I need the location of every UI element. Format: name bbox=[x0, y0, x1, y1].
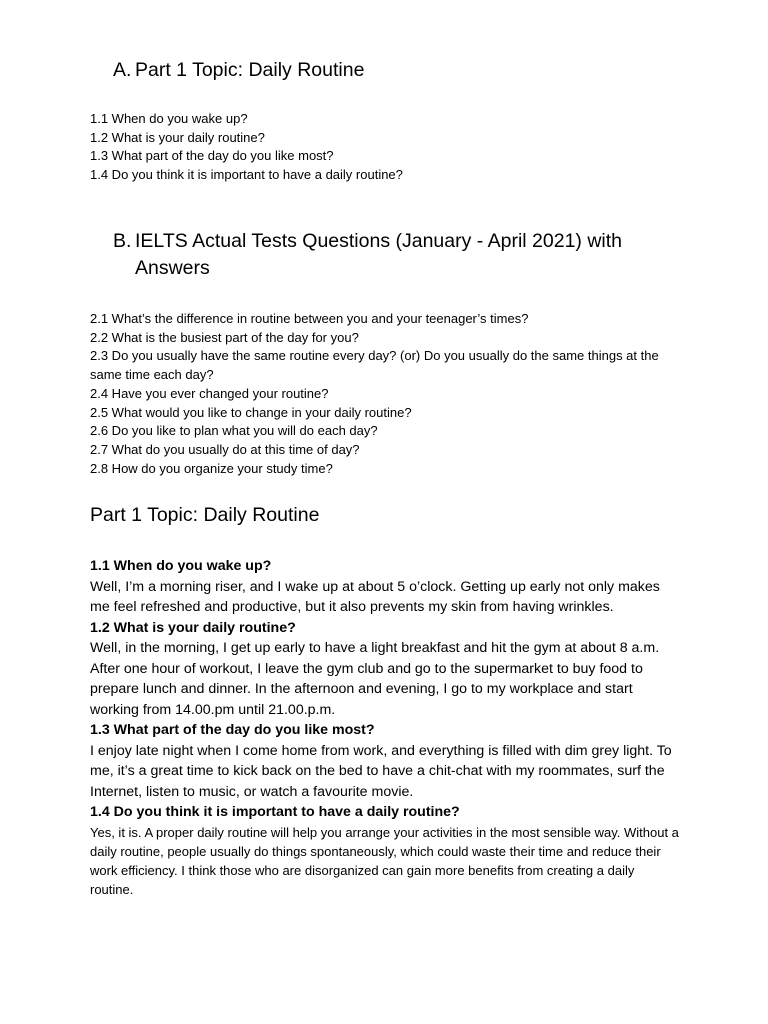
question-item: 2.7 What do you usually do at this time of day? bbox=[90, 441, 360, 457]
section-a-title: Part 1 Topic: Daily Routine bbox=[135, 59, 365, 81]
question-item: 2.6 Do you like to plan what you will do each day? bbox=[90, 423, 378, 439]
section-a-letter: A. bbox=[113, 59, 132, 81]
question-item: 2.5 What would you like to change in your daily routine? bbox=[90, 404, 412, 420]
question-item: 1.1 When do you wake up? bbox=[90, 111, 248, 126]
question-item: 1.3 What part of the day do you like most? bbox=[90, 148, 334, 164]
answer-question: 1.2 What is your daily routine? bbox=[90, 619, 296, 636]
answer-text: Yes, it is. A proper daily routine will help you arrange your activities in the most sensible way. Without a daily routine, people usually do things spontaneously, which could waste their time and reduce their work efficiency. I think those who are disorganized can gain more benefits from creating a daily routine. bbox=[90, 824, 679, 897]
section-b-heading bbox=[113, 228, 653, 282]
section-a-heading bbox=[113, 57, 673, 84]
question-item: 2.1 What’s the difference in routine between you and your teenager’s times? bbox=[90, 311, 529, 326]
question-item: 2.3 Do you usually have the same routine every day? (or) Do you usually do the same things at the same time each day? bbox=[90, 348, 659, 383]
question-item: 2.2 What is the busiest part of the day for you? bbox=[90, 329, 359, 345]
answer-question: 1.4 Do you think it is important to have a daily routine? bbox=[90, 804, 460, 820]
section-b-letter: B. bbox=[113, 230, 132, 252]
question-item: 2.4 Have you ever changed your routine? bbox=[90, 385, 329, 401]
answer-text: Well, in the morning, I get up early to have a light breakfast and hit the gym at about 8 a.m. After one hour of workout, I leave the gym club and go to the supermarket to buy food to prepare lunch and dinner. In the afternoon and evening, I go to my workplace and start working from 14.00.pm until 21.00.p.m. bbox=[90, 640, 660, 718]
answer-question: 1.3 What part of the day do you like most? bbox=[90, 722, 375, 738]
section-b-question-list bbox=[90, 310, 680, 478]
answer-question: 1.1 When do you wake up? bbox=[90, 558, 272, 574]
part-title: Part 1 Topic: Daily Routine bbox=[90, 504, 320, 526]
answer-text: Well, I’m a morning riser, and I wake up at about 5 o’clock. Getting up early not only makes me feel refreshed and productive, but it also prevents my skin from having wrinkles. bbox=[90, 578, 660, 615]
section-a-question-list bbox=[90, 110, 680, 185]
question-item: 1.2 What is your daily routine? bbox=[90, 129, 265, 145]
answers-section bbox=[90, 556, 680, 899]
section-b-title: IELTS Actual Tests Questions (January - April 2021) with Answers bbox=[135, 230, 623, 279]
answer-text: I enjoy late night when I come home from work, and everything is filled with dim grey light. To me, it’s a great time to kick back on the bed to have a chit-chat with my roommates, surf the Internet, listen to music, or watch a favourite movie. bbox=[90, 742, 672, 800]
question-item: 2.8 How do you organize your study time? bbox=[90, 460, 333, 476]
question-item: 1.4 Do you think it is important to have a daily routine? bbox=[90, 167, 403, 183]
